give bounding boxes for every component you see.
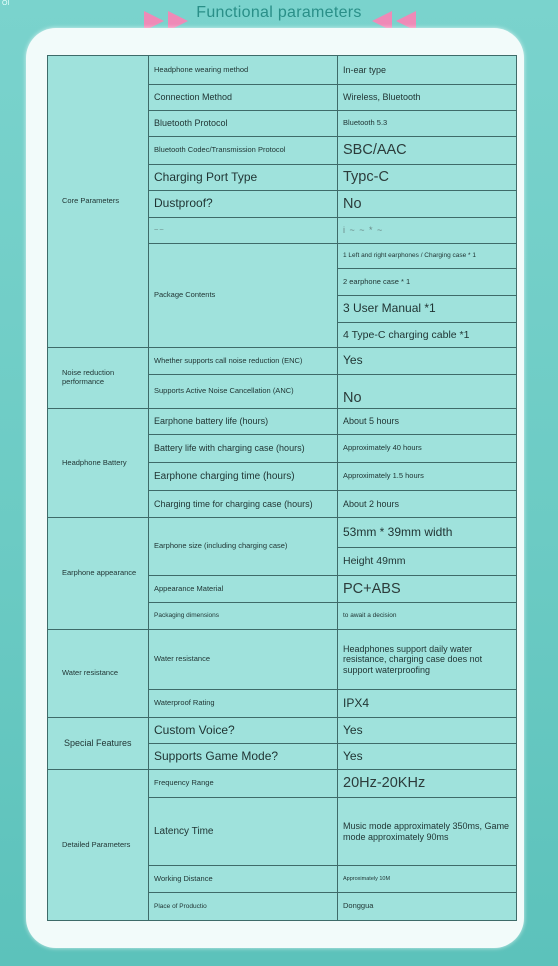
package-item: 1 Left and right earphones / Charging case * 1	[338, 244, 517, 269]
category-detail: Detailed Parameters	[48, 770, 149, 921]
category-battery: Headphone Battery	[48, 409, 149, 518]
package-item: 3 User Manual *1	[338, 296, 517, 323]
table-row	[48, 518, 517, 548]
row-label: Working Distance	[149, 866, 338, 893]
row-value: 53mm * 39mm width	[338, 518, 517, 548]
package-item: 4 Type-C charging cable *1	[338, 323, 517, 348]
corner-tag: OI	[2, 0, 10, 7]
table-row	[48, 348, 517, 375]
row-label: Package Contents	[149, 244, 338, 348]
table-row	[48, 56, 517, 85]
row-value: About 2 hours	[338, 491, 517, 518]
table-row	[48, 409, 517, 435]
row-value: 20Hz-20KHz	[338, 770, 517, 798]
category-core: Core Parameters	[48, 56, 149, 348]
row-label: Latency Time	[149, 798, 338, 866]
page-title: Functional parameters	[196, 4, 362, 21]
category-noise: Noise reduction performance	[48, 348, 149, 409]
row-label: Whether supports call noise reduction (ENC)	[149, 348, 338, 375]
row-value: Typc-C	[338, 165, 517, 191]
row-label: Charging time for charging case (hours)	[149, 491, 338, 518]
row-value: Headphones support daily water resistance, charging case does not support waterproofing	[338, 630, 517, 690]
row-value: Music mode approximately 350ms, Game mode approximately 90ms	[338, 798, 517, 866]
row-value: PC+ABS	[338, 576, 517, 603]
row-label: Custom Voice?	[149, 718, 338, 744]
row-label: Dustproof?	[149, 191, 338, 218]
table-row	[48, 770, 517, 798]
row-label-blurred: ~~	[149, 218, 338, 244]
row-label: Charging Port Type	[149, 165, 338, 191]
row-value: Approximately 40 hours	[338, 435, 517, 463]
row-value: Height 49mm	[338, 548, 517, 576]
row-label: Earphone charging time (hours)	[149, 463, 338, 491]
row-label: Place of Productio	[149, 893, 338, 921]
row-label: Appearance Material	[149, 576, 338, 603]
row-value: No	[338, 191, 517, 218]
row-label: Packaging dimensions	[149, 603, 338, 630]
row-label: Earphone size (including charging case)	[149, 518, 338, 576]
category-special: Special Features	[48, 718, 149, 770]
row-label: Supports Game Mode?	[149, 744, 338, 770]
row-value: Yes	[338, 348, 517, 375]
row-value: Yes	[338, 744, 517, 770]
category-water: Water resistance	[48, 630, 149, 718]
row-label: Water resistance	[149, 630, 338, 690]
page-header	[0, 0, 558, 30]
row-value: Wireless, Bluetooth	[338, 85, 517, 111]
row-label: Waterproof Rating	[149, 690, 338, 718]
table-row	[48, 630, 517, 690]
spec-table	[47, 55, 517, 921]
row-value: to await a decision	[338, 603, 517, 630]
row-label: Headphone wearing method	[149, 56, 338, 85]
row-label: Frequency Range	[149, 770, 338, 798]
row-value: SBC/AAC	[338, 137, 517, 165]
spec-table-wrapper	[47, 55, 516, 921]
row-value-blurred: i ~ ~ * ~	[338, 218, 517, 244]
row-label: Bluetooth Protocol	[149, 111, 338, 137]
row-value: Approximately 1.5 hours	[338, 463, 517, 491]
row-label: Battery life with charging case (hours)	[149, 435, 338, 463]
row-value: Yes	[338, 718, 517, 744]
row-label: Earphone battery life (hours)	[149, 409, 338, 435]
row-value: IPX4	[338, 690, 517, 718]
row-label: Bluetooth Codec/Transmission Protocol	[149, 137, 338, 165]
row-value: Approximately 10M	[338, 866, 517, 893]
row-value: About 5 hours	[338, 409, 517, 435]
row-label: Connection Method	[149, 85, 338, 111]
row-value: Bluetooth 5.3	[338, 111, 517, 137]
table-row	[48, 718, 517, 744]
row-label: Supports Active Noise Cancellation (ANC)	[149, 375, 338, 409]
category-appearance: Earphone appearance	[48, 518, 149, 630]
row-value: Donggua	[338, 893, 517, 921]
package-item: 2 earphone case * 1	[338, 269, 517, 296]
row-value: In-ear type	[338, 56, 517, 85]
row-value: No	[338, 375, 517, 409]
